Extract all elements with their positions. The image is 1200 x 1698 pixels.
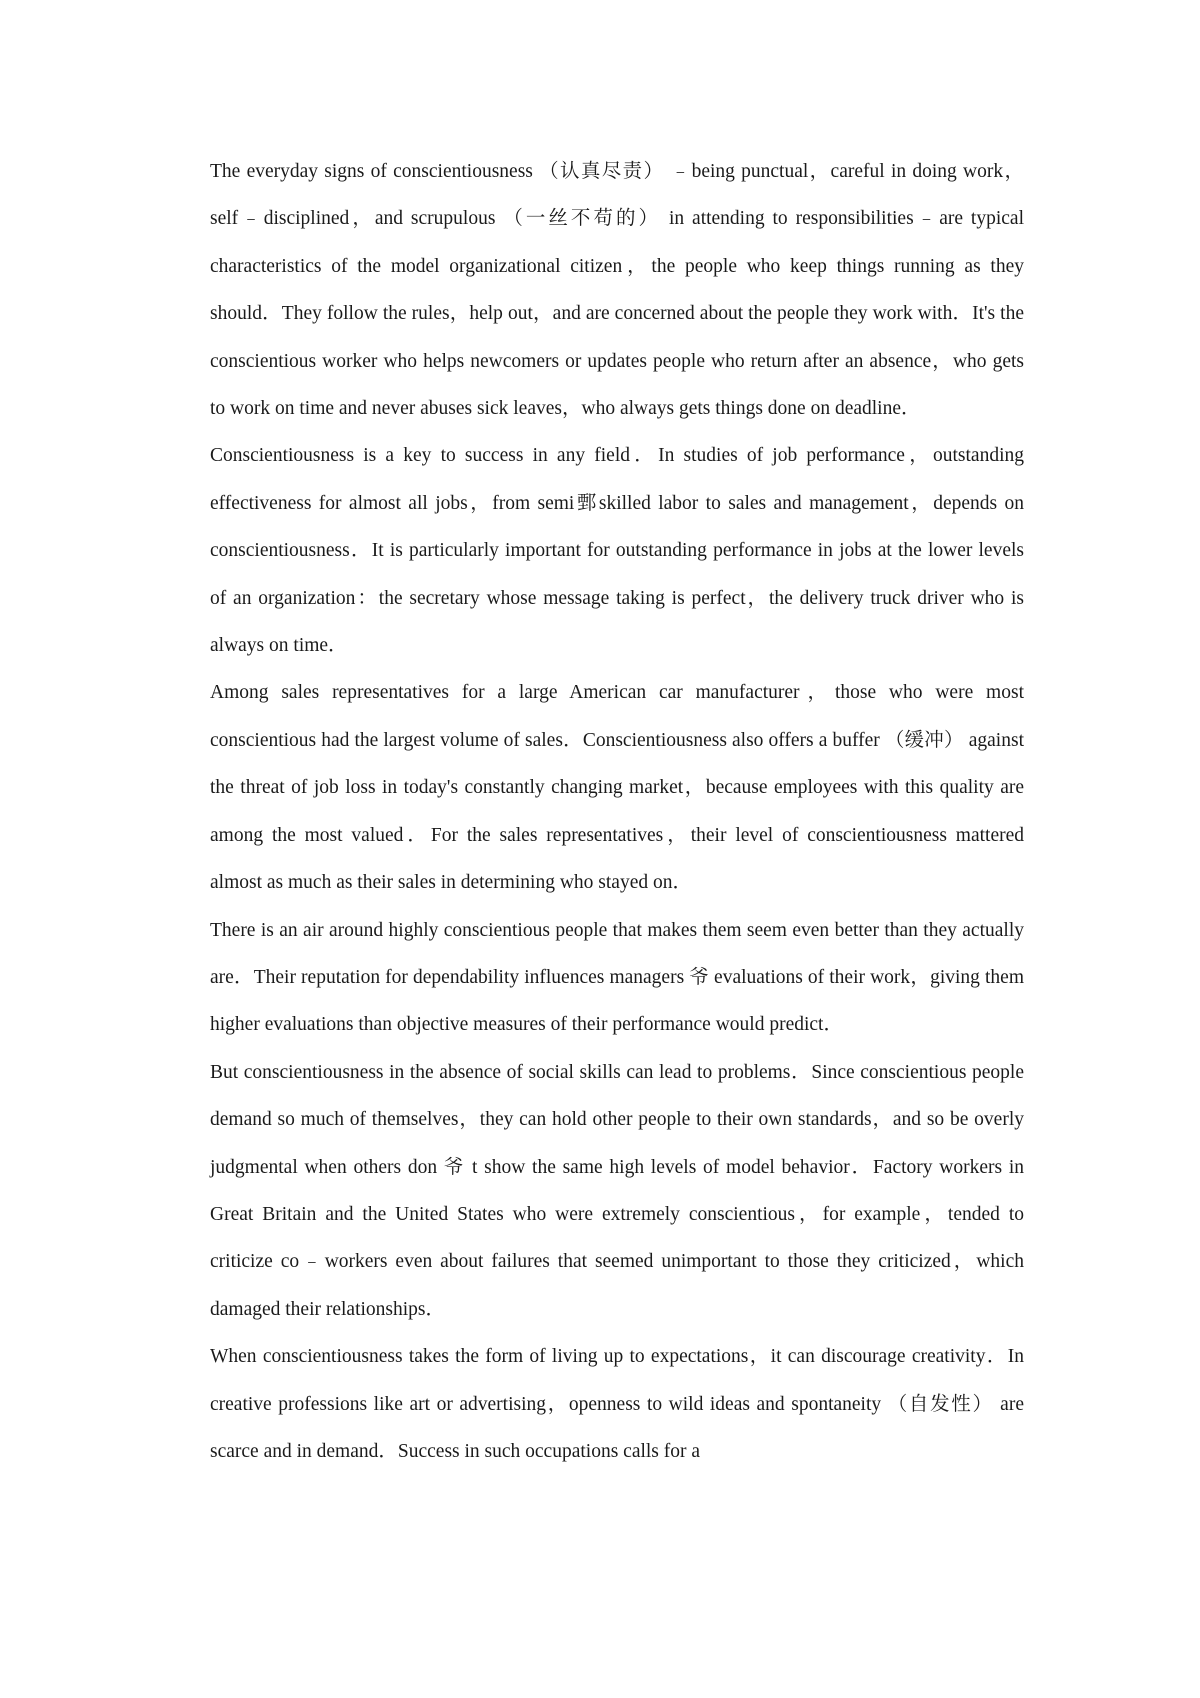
document-body [210, 148, 1024, 1475]
paragraph: Conscientiousness is a key to success in any field．In studies of job performance，outstanding effectiveness for almost all jobs，from semi鄄skilled labor to sales and management，depends on conscientiousness．It is particularly important for outstanding performance in jobs at the lower levels of an organization：the secretary whose message taking is perfect，the delivery truck driver who is always on time． [210, 445, 1024, 657]
paragraph: But conscientiousness in the absence of social skills can lead to problems．Since conscientious people demand so much of themselves，they can hold other people to their own standards，and so be overly judgmental when others don 爷 t show the same high levels of model behavior．Factory workers in Great Britain and the United States who were extremely conscientious，for example，tended to criticize co﹣workers even about failures that seemed unimportant to those they criticized，which damaged their relationships． [210, 1061, 1024, 1320]
paragraph: Among sales representatives for a large American car manufacturer，those who were most conscientious had the largest volume of sales．Conscientiousness also offers a buffer （缓冲） against the threat of job loss in today's constantly changing market，because employees with this quality are among the most valued．For the sales representatives，their level of conscientiousness mattered almost as much as their sales in determining who stayed on． [210, 682, 1024, 894]
paragraph: There is an air around highly conscientious people that makes them seem even better than they actually are．Their reputation for dependability influences managers 爷 evaluations of their work，giving them higher evaluations than objective measures of their performance would predict． [210, 919, 1024, 1036]
paragraph: The everyday signs of conscientiousness （认真尽责） ﹣being punctual，careful in doing work，self﹣disciplined，and scrupulous （一丝不苟的） in attending to responsibilities﹣are typical characteristics of the model organizational citizen，the people who keep things running as they should．They follow the rules，help out，and are concerned about the people they work with．It's the conscientious worker who helps newcomers or updates people who return after an absence，who gets to work on time and never abuses sick leaves，who always gets things done on deadline． [210, 161, 1024, 420]
paragraph: When conscientiousness takes the form of living up to expectations，it can discourage creativity．In creative professions like art or advertising，openness to wild ideas and spontaneity （自发性） are scarce and in demand．Success in such occupations calls for a [210, 1346, 1024, 1462]
